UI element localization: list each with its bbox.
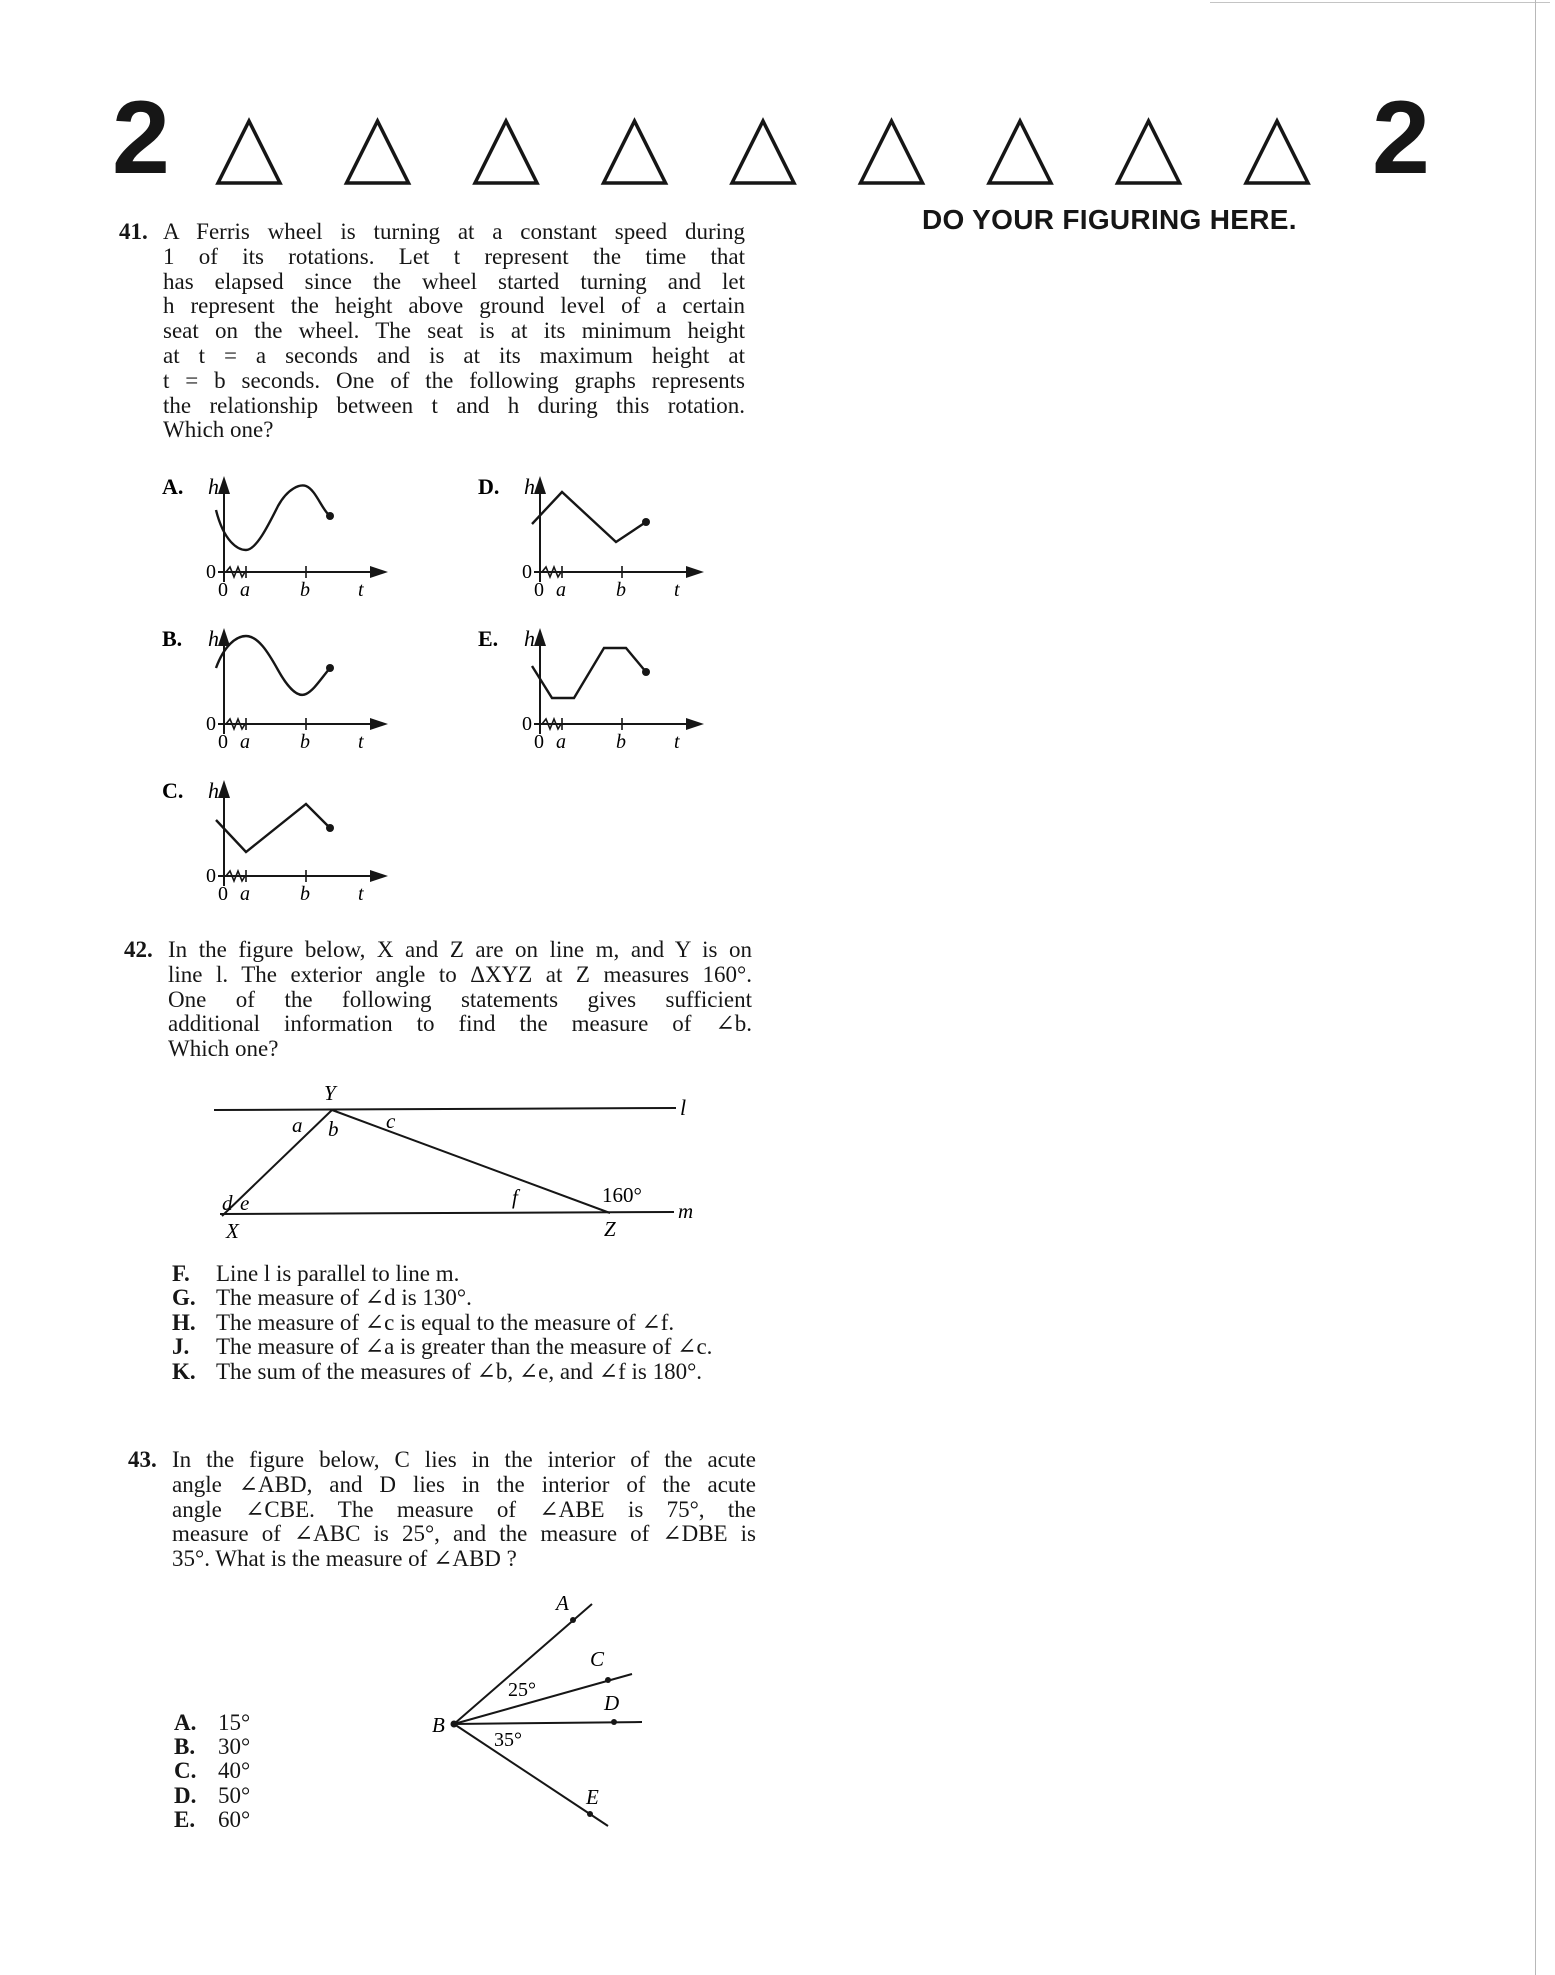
q41-option-e-graph[interactable] — [476, 620, 746, 750]
tick-label-b: b — [300, 883, 310, 902]
label-point-d: D — [604, 1691, 620, 1715]
triangle-icon — [1118, 121, 1180, 183]
choice-text: 50° — [218, 1782, 251, 1808]
point-b-dot — [451, 1721, 458, 1728]
q42-line: line l. The exterior angle to ΔXYZ at Z measures 160°. — [168, 961, 752, 987]
q43-choice-d[interactable] — [174, 1784, 374, 1808]
height-curve — [532, 648, 646, 698]
q41-line: the relationship between t and h during this rotation. — [163, 392, 745, 418]
curve-endpoint-dot — [642, 668, 650, 676]
y-origin-label: 0 — [206, 561, 216, 583]
question-42 — [124, 937, 752, 1062]
y-origin-label: 0 — [206, 865, 216, 887]
point-a-dot — [570, 1617, 576, 1623]
choice-letter: K. — [172, 1358, 196, 1384]
tick-label-b: b — [616, 731, 626, 750]
q43-line: angle ∠ABD, and D lies in the interior of the acute — [172, 1471, 756, 1497]
page-number-right: 2 — [1372, 80, 1428, 196]
x-origin-label: 0 — [218, 579, 228, 598]
y-origin-label: 0 — [522, 713, 532, 735]
y-axis-arrow-icon — [534, 628, 546, 646]
q41-line: seat on the wheel. The seat is at its minimum height — [163, 318, 745, 344]
x-origin-label: 0 — [534, 579, 544, 598]
label-line-m: m — [678, 1199, 694, 1223]
q41-line: Which one? — [163, 417, 274, 443]
figuring-label: DO YOUR FIGURING HERE. — [922, 204, 1297, 235]
choice-letter: G. — [172, 1285, 196, 1311]
tick-label-a: a — [240, 579, 250, 598]
x-axis-arrow-icon — [686, 566, 704, 578]
choice-letter: H. — [172, 1309, 196, 1335]
q43-line: 35°. What is the measure of ∠ABD ? — [172, 1546, 517, 1572]
q41-option-b-graph[interactable] — [160, 620, 430, 750]
x-axis-arrow-icon — [370, 718, 388, 730]
triangle-icon — [347, 121, 409, 183]
height-curve — [216, 486, 330, 550]
choice-letter: A. — [174, 1710, 197, 1735]
choice-text: The sum of the measures of ∠b, ∠e, and ∠f is 180°. — [216, 1358, 703, 1384]
triangle-icon — [604, 121, 666, 183]
q43-angle-figure — [420, 1588, 650, 1838]
y-origin-label: 0 — [206, 713, 216, 735]
label-angle-35: 35° — [494, 1729, 522, 1751]
label-angle-c: c — [386, 1109, 396, 1133]
label-point-x: X — [226, 1219, 239, 1243]
q41-line: has elapsed since the wheel started turning and let — [163, 268, 745, 294]
height-curve — [216, 636, 330, 695]
label-angle-a: a — [292, 1113, 303, 1137]
y-axis-label-h: h — [208, 474, 219, 499]
choice-letter: D. — [174, 1782, 197, 1808]
y-axis-arrow-icon — [534, 476, 546, 494]
label-angle-f: f — [512, 1185, 518, 1209]
choice-text: 60° — [218, 1806, 251, 1832]
x-axis-arrow-icon — [370, 870, 388, 882]
choice-text: 30° — [218, 1734, 251, 1760]
triangle-icon — [861, 121, 923, 183]
choice-text: 40° — [218, 1758, 251, 1784]
point-c-dot — [605, 1677, 611, 1683]
label-angle-e: e — [240, 1191, 250, 1215]
segment-yz — [332, 1110, 610, 1213]
x-axis-label-t: t — [358, 579, 364, 598]
choice-letter: E. — [174, 1806, 196, 1832]
q41-line: A Ferris wheel is turning at a constant speed during — [163, 219, 745, 244]
q41-line: 1 of its rotations. Let t represent the time that — [163, 243, 745, 269]
q42-choices — [172, 1262, 762, 1384]
label-point-y: Y — [324, 1081, 336, 1105]
q41-line: h represent the height above ground level of a certain — [163, 293, 745, 319]
ray-be — [454, 1724, 608, 1826]
label-point-b: B — [432, 1713, 445, 1737]
graph-option-letter: D. — [478, 474, 500, 499]
x-axis-label-t: t — [674, 731, 680, 750]
q43-choice-c[interactable] — [174, 1759, 374, 1783]
q41-option-c-graph[interactable] — [160, 772, 430, 902]
graph-option-letter: B. — [162, 626, 183, 651]
q43-choice-b[interactable] — [174, 1735, 374, 1759]
q43-line: In the figure below, C lies in the interior of the acute — [172, 1447, 756, 1472]
choice-text: The measure of ∠d is 130°. — [216, 1285, 472, 1311]
q43-line: angle ∠CBE. The measure of ∠ABE is 75°, the — [172, 1496, 756, 1522]
y-axis-label-h: h — [208, 778, 219, 803]
x-origin-label: 0 — [534, 731, 544, 750]
q43-choice-e[interactable] — [174, 1808, 374, 1832]
q41-line: at t = a seconds and is at its maximum height at — [163, 342, 745, 368]
tick-label-b: b — [616, 579, 626, 598]
label-point-a: A — [556, 1591, 569, 1615]
choice-text: The measure of ∠c is equal to the measure of ∠f. — [216, 1309, 675, 1335]
triangle-icon — [475, 121, 537, 183]
q41-option-a-graph[interactable] — [160, 468, 430, 598]
y-axis-label-h: h — [524, 474, 535, 499]
x-axis-label-t: t — [358, 883, 364, 902]
label-angle-d: d — [222, 1191, 233, 1215]
graph-option-letter: E. — [478, 626, 499, 651]
height-curve — [532, 492, 646, 542]
x-origin-label: 0 — [218, 883, 228, 902]
triangle-icon-row — [210, 117, 1340, 193]
triangle-icon — [989, 121, 1051, 183]
line-l — [214, 1108, 676, 1110]
choice-letter: J. — [172, 1334, 190, 1360]
q42-line: One of the following statements gives sufficient — [168, 986, 752, 1012]
label-exterior-angle: 160° — [602, 1183, 642, 1207]
y-axis-arrow-icon — [218, 780, 230, 798]
choice-text: Line l is parallel to line m. — [216, 1261, 460, 1286]
y-axis-label-h: h — [524, 626, 535, 651]
label-point-c: C — [590, 1647, 605, 1671]
q42-choice-h[interactable] — [172, 1311, 762, 1335]
q43-line: measure of ∠ABC is 25°, and the measure of ∠DBE is — [172, 1521, 756, 1547]
curve-endpoint-dot — [326, 664, 334, 672]
page-number-left: 2 — [112, 80, 168, 196]
q42-choice-k[interactable] — [172, 1360, 762, 1384]
tick-label-a: a — [556, 579, 566, 598]
q42-line: Which one? — [168, 1036, 279, 1062]
question-43 — [128, 1447, 756, 1572]
q42-line: In the figure below, X and Z are on line m, and Y is on — [168, 937, 752, 962]
triangle-icon — [218, 121, 280, 183]
q42-choice-j[interactable] — [172, 1335, 762, 1359]
x-axis-arrow-icon — [686, 718, 704, 730]
choice-letter: C. — [174, 1758, 197, 1784]
curve-endpoint-dot — [326, 512, 334, 520]
y-origin-label: 0 — [522, 561, 532, 583]
top-edge-rule — [1210, 2, 1550, 3]
choice-text: 15° — [218, 1710, 251, 1735]
tick-label-a: a — [240, 731, 250, 750]
x-origin-label: 0 — [218, 731, 228, 750]
height-curve — [216, 804, 330, 852]
y-axis-arrow-icon — [218, 476, 230, 494]
question-42-number: 42. — [124, 937, 153, 962]
label-angle-25: 25° — [508, 1679, 536, 1701]
segment-xy — [222, 1110, 332, 1216]
q41-line: t = b seconds. One of the following graphs represents — [163, 367, 745, 393]
q42-choice-g[interactable] — [172, 1286, 762, 1310]
label-line-l: l — [680, 1095, 687, 1120]
right-margin-rule — [1535, 0, 1536, 1975]
triangle-icon — [1246, 121, 1308, 183]
graph-option-letter: A. — [162, 474, 184, 499]
triangle-icon — [732, 121, 794, 183]
x-axis-arrow-icon — [370, 566, 388, 578]
y-axis-label-h: h — [208, 626, 219, 651]
x-axis-label-t: t — [358, 731, 364, 750]
tick-label-a: a — [240, 883, 250, 902]
graph-option-letter: C. — [162, 778, 184, 803]
question-41 — [119, 219, 745, 443]
choice-letter: F. — [172, 1261, 190, 1286]
q43-choices — [174, 1711, 374, 1832]
q42-triangle-figure — [200, 1080, 720, 1250]
point-d-dot — [611, 1719, 617, 1725]
label-angle-b: b — [328, 1117, 339, 1141]
question-41-number: 41. — [119, 219, 148, 244]
curve-endpoint-dot — [642, 518, 650, 526]
question-43-number: 43. — [128, 1447, 157, 1472]
tick-label-b: b — [300, 579, 310, 598]
curve-endpoint-dot — [326, 824, 334, 832]
point-e-dot — [587, 1811, 593, 1817]
label-point-z: Z — [604, 1217, 616, 1241]
y-axis-arrow-icon — [218, 628, 230, 646]
x-axis-label-t: t — [674, 579, 680, 598]
tick-label-a: a — [556, 731, 566, 750]
q41-option-d-graph[interactable] — [476, 468, 746, 598]
q42-choice-f[interactable] — [172, 1262, 762, 1286]
choice-letter: B. — [174, 1734, 196, 1760]
choice-text: The measure of ∠a is greater than the measure of ∠c. — [216, 1334, 713, 1360]
q42-line: additional information to find the measure of ∠b. — [168, 1011, 752, 1037]
label-point-e: E — [586, 1785, 599, 1809]
tick-label-b: b — [300, 731, 310, 750]
q43-choice-a[interactable] — [174, 1711, 374, 1735]
